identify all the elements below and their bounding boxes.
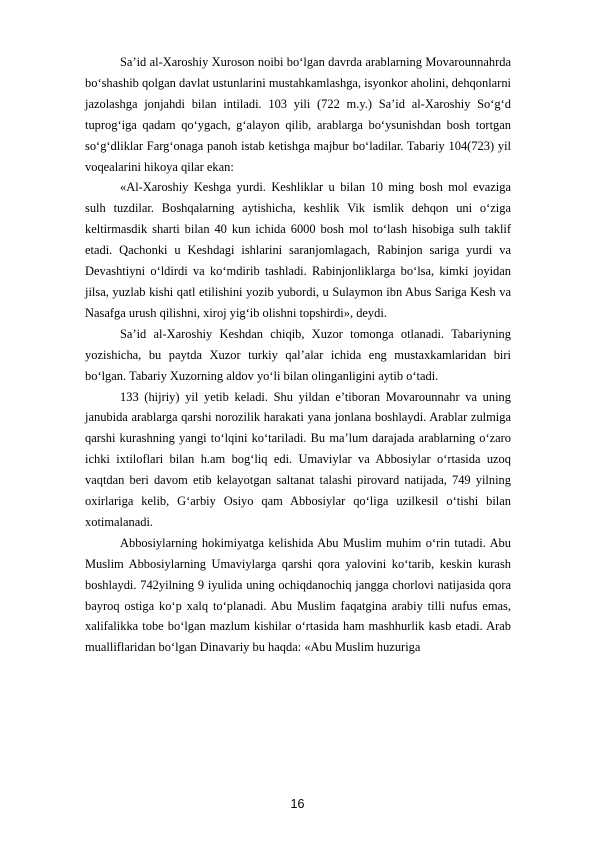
paragraph-5: Abbosiylarning hokimiyatga kelishida Abu Muslim muhim o‘rin tutadi. Abu Muslim Abbosiylarning Umaviylarga qarshi qora yalovini ko‘tarib, keskin kurash boshlaydi. 742yilning 9 iyulida uning ochiqdanochiq jangga chorlovi natijasida qora bayroq ostiga ko‘p xalq to‘planadi. Abu Muslim faqatgina arabiy tilli nufus emas, xalifalikka tobe bo‘lgan mazlum kishilar o‘rtasida ham mashhurlik kasb etadi. Arab mualliflaridan bo‘lgan Dinavariy bu haqda: «Abu Muslim huzuriga bbox=[85, 535, 511, 655]
page-number: 16 bbox=[290, 797, 305, 811]
paragraph-3: Sa’id al-Xaroshiy Keshdan chiqib, Xuzor tomonga otlanadi. Tabariyning yozishicha, bu paytda Xuzor turkiy qal’alar ichida eng mustaxkamlaridan biri bo‘lgan. Tabariy Xuzorning aldov yo‘li bilan olinganligini aytib o‘tadi. bbox=[85, 326, 511, 383]
paragraph-2: «Al-Xaroshiy Keshga yurdi. Keshliklar u bilan 10 ming bosh mol evaziga sulh tuzdilar. Boshqalarning aytishicha, keshlik Vik ismlik dehqon uni o‘ziga keltirmasdik sharti bilan 40 kun ichida 6000 bosh mol to‘lash hisobiga sulh taklif etadi. Qachonki u Keshdagi ishlarini saranjomlagach, Rabinjon sariga yurdi va Devashtiyni o‘ldirdi va ko‘mdirib tashladi. Rabinjonliklarga bo‘lsa, kimki joyidan jilsa, yuzlab kishi qatl etilishini yozib yubordi, u Sulaymon ibn Abus Sariga Kesh va Nasafga urush qilishni, xiroj yig‘ib olishni topshirdi», deydi. bbox=[85, 180, 511, 320]
document-page bbox=[85, 52, 511, 658]
paragraph-1: Sa’id al-Xaroshiy Xuroson noibi bo‘lgan davrda arablarning Movarounnahrda bo‘shashib qolgan davlat ustunlarini mustahkamlashga, isyonkor aholini, dehqonlarni jazolashga jonjahdi bilan intiladi. 103 yili (722 m.y.) Sa’id al-Xaroshiy So‘g‘d tuprog‘iga qadam qo‘ygach, g‘alayon qilib, arablarga bo‘ysunishdan bosh tortgan so‘g‘dliklar Farg‘onaga panoh istab ketishga majbur bo‘ladilar. Tabariy 104(723) yil voqealarini hikoya qilar ekan: bbox=[85, 55, 511, 174]
paragraph-4: 133 (hijriy) yil yetib keladi. Shu yildan e’tiboran Movarounnahr va uning janubida arablarga qarshi norozilik harakati yana jonlana boshlaydi. Arablar zulmiga qarshi kurashning yangi to‘lqini ko‘tariladi. Bu ma’lum darajada arablarning o‘zaro ichki ixtiloflari bilan h.am bog‘liq edi. Umaviylar va Abbosiylar o‘rtasida uzoq vaqtdan beri davom etib kelayotgan saltanat talashi pirovard natijada, 749 yilning oxirlariga kelib, G‘arbiy Osiyo qam Abbosiylar qo‘liga uzilkesil o‘tishi bilan xotimalanadi. bbox=[85, 389, 511, 529]
